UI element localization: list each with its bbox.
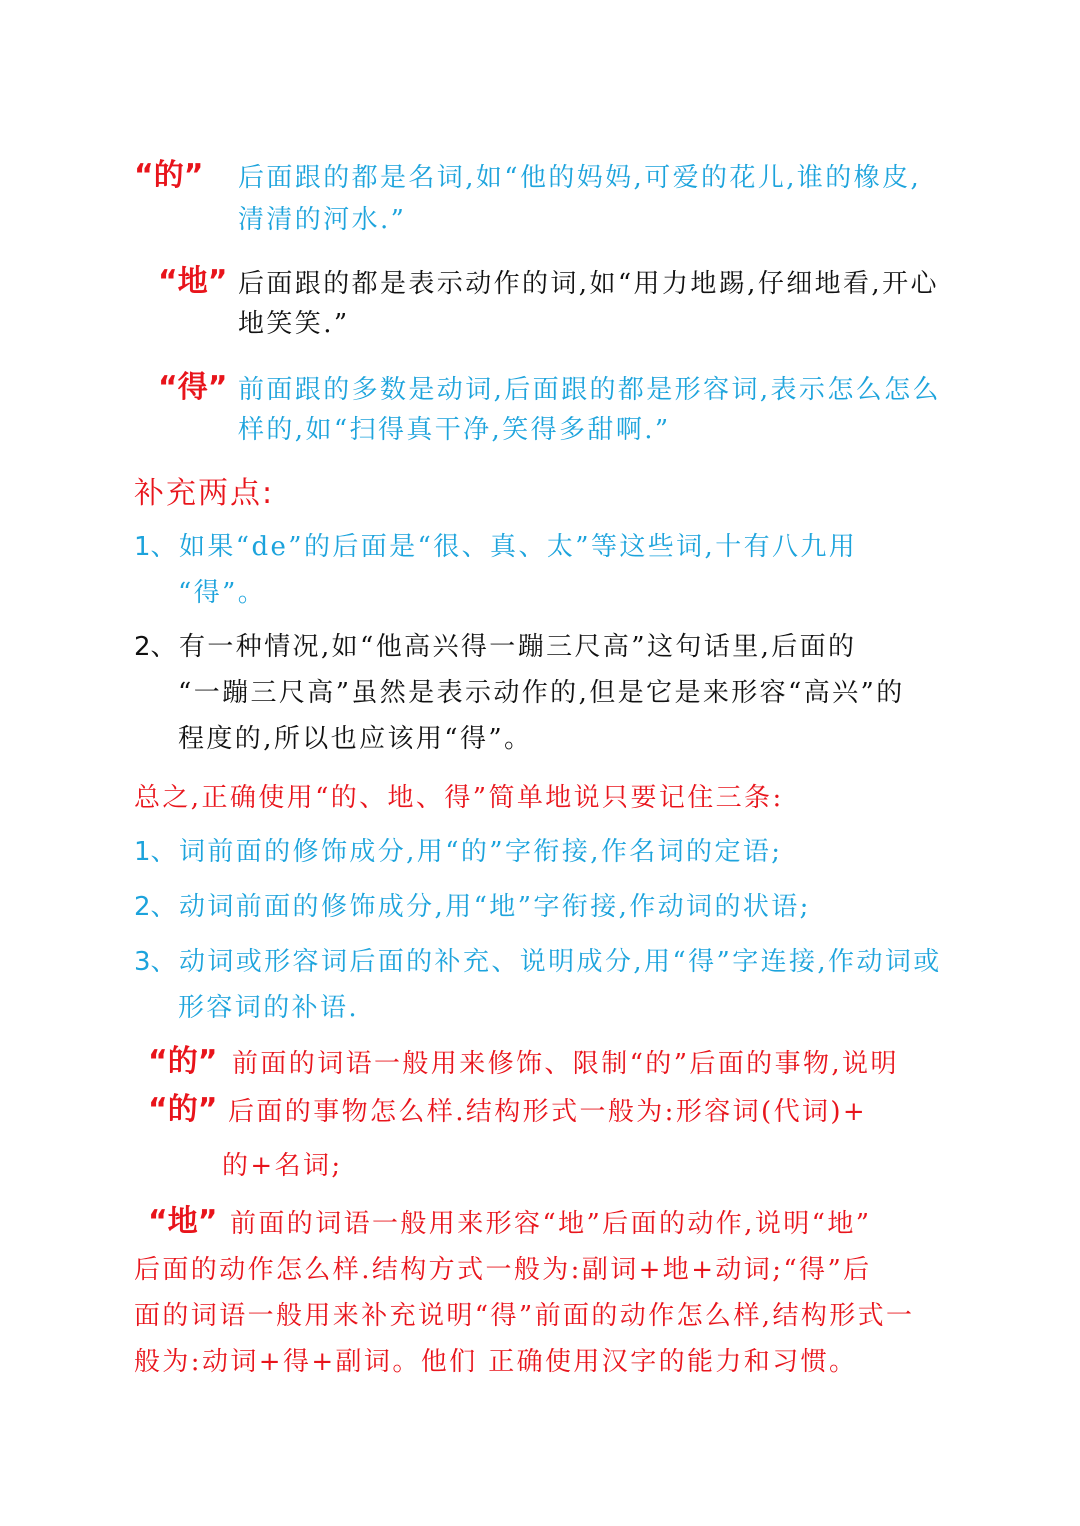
definition-di-line-2: 地笑笑.” (238, 309, 350, 339)
explain-keyword-de-1: “的” (148, 1044, 218, 1079)
explain-di-line-4: 般为:动词+得+副词。他们 正确使用汉字的能力和习惯。 (134, 1347, 858, 1377)
supplement-heading: 补充两点: (134, 476, 275, 511)
summary-item-3-number: 3 (134, 947, 151, 977)
summary-item-1 (134, 832, 782, 872)
keyword-di: “地” (158, 264, 228, 299)
summary-item-2-number: 2 (134, 892, 151, 922)
supplement-item-1-line-2: “得”。 (178, 578, 267, 608)
explain-de-line-1: 前面的词语一般用来修饰、限制“的”后面的事物,说明 (232, 1049, 899, 1079)
supplement-item-2-line-2: “一蹦三尺高”虽然是表示动作的,但是它是来形容“高兴”的 (178, 678, 905, 708)
summary-item-3-text: 、动词或形容词后面的补充、说明成分,用“得”字连接,作动词或 (150, 947, 942, 977)
summary-item-1-number: 1 (134, 837, 151, 867)
summary-item-1-text: 、词前面的修饰成分,用“的”字衔接,作名词的定语; (150, 837, 783, 867)
explain-de-line-2: 后面的事物怎么样.结构形式一般为:形容词(代词)+ (228, 1097, 868, 1127)
supplement-item-2-number: 2 (134, 632, 151, 662)
supplement-item-1-number: 1 (134, 532, 151, 562)
keyword-de: “的” (134, 158, 204, 193)
supplement-item-2-line-3: 程度的,所以也应该用“得”。 (178, 724, 533, 754)
summary-item-3-line-2: 形容词的补语. (178, 993, 360, 1023)
supplement-item-2-text: 、有一种情况,如“他高兴得一蹦三尺高”这句话里,后面的 (150, 632, 857, 662)
explain-keyword-de-2: “的” (148, 1092, 218, 1127)
summary-item-2-text: 、动词前面的修饰成分,用“地”字衔接,作动词的状语; (150, 892, 811, 922)
supplement-item-1-text: 、如果“de”的后面是“很、真、太”等这些词,十有八九用 (150, 532, 858, 562)
summary-heading: 总之,正确使用“的、地、得”简单地说只要记住三条: (134, 783, 784, 813)
summary-item-3 (134, 942, 942, 982)
keyword-dei: “得” (158, 370, 228, 405)
explain-di-line-3: 面的词语一般用来补充说明“得”前面的动作怎么样,结构形式一 (134, 1301, 915, 1331)
definition-dei-line-1: 前面跟的多数是动词,后面跟的都是形容词,表示怎么怎么 (238, 375, 941, 405)
explain-de-line-3: 的+名词; (222, 1151, 343, 1181)
summary-item-2 (134, 887, 811, 927)
definition-de-line-2: 清清的河水.” (238, 205, 407, 235)
definition-de-line-1: 后面跟的都是名词,如“他的妈妈,可爱的花儿,谁的橡皮, (238, 163, 922, 193)
supplement-item-2 (134, 627, 856, 667)
explain-di-line-1: 前面的词语一般用来形容“地”后面的动作,说明“地” (230, 1209, 872, 1239)
definition-di-line-1: 后面跟的都是表示动作的词,如“用力地踢,仔细地看,开心 (238, 269, 939, 299)
definition-dei-line-2: 样的,如“扫得真干净,笑得多甜啊.” (238, 415, 671, 445)
explain-di-line-2: 后面的动作怎么样.结构方式一般为:副词+地+动词;“得”后 (134, 1255, 872, 1285)
supplement-item-1 (134, 527, 857, 567)
explain-keyword-di: “地” (148, 1204, 218, 1239)
